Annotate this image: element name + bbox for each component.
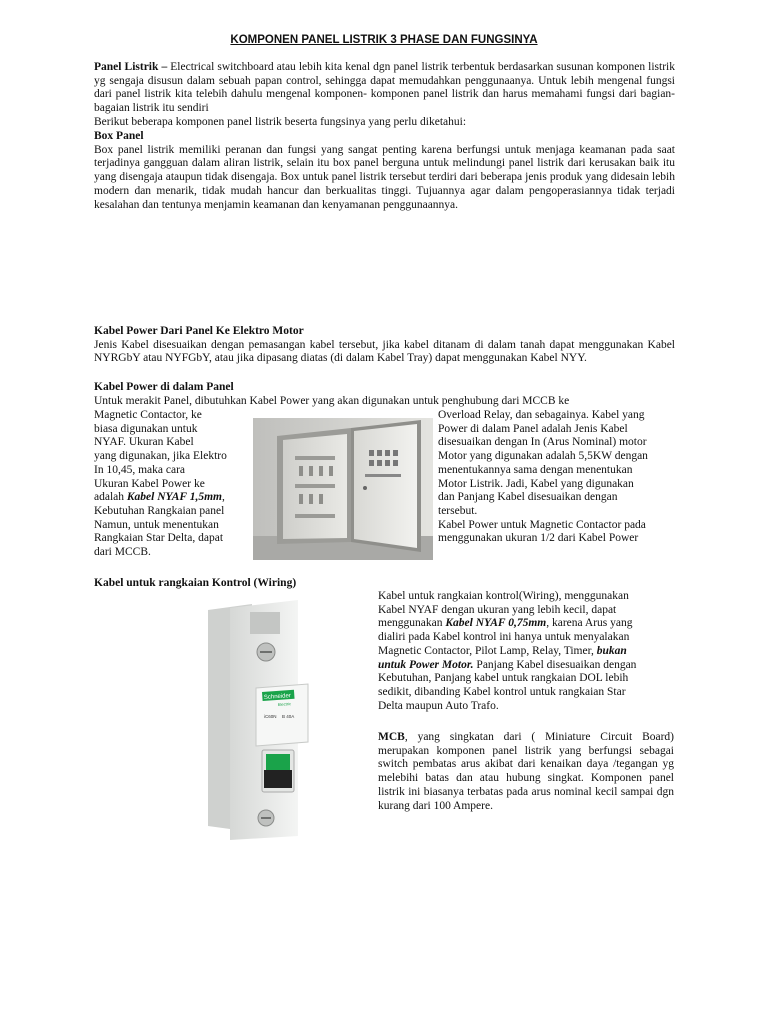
mcb-brand-text: Schneider — [263, 693, 292, 701]
box-panel-heading: Box Panel — [94, 130, 144, 142]
kabel-nyaf-075-emph: Kabel NYAF 0,75mm — [445, 617, 547, 630]
kontrol-line — [378, 645, 678, 659]
kabel-panel-left-column — [94, 409, 254, 560]
right-line: dan Panjang Kabel disesuaikan dengan — [438, 491, 618, 504]
kontrol-text: , karena Arus yang — [546, 617, 633, 630]
mcb-lead: MCB — [378, 731, 405, 743]
kontrol-line: sedikit, dibanding Kabel kontrol untuk rangkaian Star — [378, 685, 626, 698]
kabel-motor-section — [94, 325, 675, 366]
left-line: Kebutuhan Rangkaian panel — [94, 504, 225, 517]
left-line: yang digunakan, jika Elektro — [94, 450, 227, 463]
left-line: Ukuran Kabel Power ke — [94, 477, 205, 490]
left-line-emph — [94, 491, 254, 505]
right-line: Kabel Power untuk Magnetic Contactor pada — [438, 518, 646, 531]
left-line-prefix: adalah — [94, 491, 127, 504]
mcb-text: , yang singkatan dari ( Miniature Circuit Board) merupakan komponen panel listrik yang berfungsi sebagai switch pembatas arus akibat dari kenaikan daya /tegangan yg melebihi batas dan atau hubung singkat. Komponen panel listrik ini biasanya terbatas pada arus nominal kecil sampai dgn kurang dari 100 Ampere. — [378, 731, 674, 812]
right-line: menggunakan ukuran 1/2 dari Kabel Power — [438, 532, 639, 545]
right-line: Overload Relay, dan sebagainya. Kabel yang — [438, 409, 645, 421]
box-panel-text: Box panel listrik memiliki peranan dan fungsi yang sangat penting karena berfungsi untuk menjaga keamanan pada saat terjadinya gangguan dalam aliran listrik, selain itu box panel berguna untuk melindungi panel listrik dari kerusakan baik itu yang disengaja ataupun tidak disengaja. Box untuk panel listrik tersebut terdiri dari beberapa jenis produk yang didesain lebih modern dan menarik, tidak mudah hancur dan berkualitas tinggi. Tujuannya agar dalam pengoperasiannya tidak terjadi kesalahan dan tentunya menjamin keamanan dan kenyamanan penggunaannya. — [94, 143, 675, 211]
kontrol-line: Delta maupun Auto Trafo. — [378, 699, 499, 712]
mcb-rating-text: B 40A — [282, 714, 295, 719]
kabel-panel-right-column — [438, 409, 698, 546]
mcb-image — [190, 600, 330, 840]
left-line: In 10,45, maka cara — [94, 463, 186, 476]
kontrol-line: Kabel untuk rangkaian kontrol(Wiring), menggunakan — [378, 590, 629, 602]
kabel-panel-section — [94, 381, 694, 408]
intro-list-intro: Berikut beberapa komponen panel listrik beserta fungsinya yang perlu diketahui: — [94, 115, 467, 128]
kontrol-text: Magnetic Contactor, Pilot Lamp, Relay, Timer, — [378, 644, 597, 657]
kabel-panel-heading: Kabel Power di dalam Panel — [94, 381, 234, 393]
left-line: Namun, untuk menentukan — [94, 518, 219, 531]
left-line: biasa digunakan untuk — [94, 422, 198, 435]
right-line: Motor yang digunakan adalah 5,5KW dengan — [438, 450, 648, 463]
kabel-panel-first-line: Untuk merakit Panel, dibutuhkan Kabel Power yang akan digunakan untuk penghubung dari MCCB ke — [94, 394, 570, 407]
kabel-motor-text: Jenis Kabel disesuaikan dengan pemasangan kabel tersebut, jika kabel ditanam di dalam tanah dapat menggunakan Kabel NYRGbY atau NYFGbY, atau jika dipasang diatas (di dalam Kabel Tray) dapat menggunakan Kabel NYY. — [94, 338, 675, 365]
kontrol-line: dialiri pada Kabel kontrol ini hanya untuk menyalakan — [378, 631, 630, 644]
kontrol-line — [378, 659, 678, 673]
right-line: menentukannya sama dengan menentukan — [438, 463, 633, 476]
kontrol-line: Kabel NYAF dengan ukuran yang lebih kecil, dapat — [378, 603, 617, 616]
mcb-subbrand-text: Electric — [277, 701, 292, 707]
mcb-section — [378, 731, 674, 813]
right-line: Power di dalam Panel adalah Jenis Kabel — [438, 422, 628, 435]
kontrol-text: Panjang Kabel disesuaikan dengan — [473, 658, 637, 671]
intro-text: Electrical switchboard atau lebih kita kenal dgn panel listrik terbentuk berdasarkan susunan komponen listrik yg sengaja disusun dalam sebuah papan control, sehingga dapat memudahkan penggunaanya. Untuk lebih mengenal fungsi dari panel listrik kita telebih dahulu mengenal komponen- komponen panel listrik dan harus memahami fungsi dari bagian-bagaian listrik itu sendiri — [94, 61, 675, 115]
page-title: KOMPONEN PANEL LISTRIK 3 PHASE DAN FUNGSINYA — [230, 34, 538, 46]
right-line: Motor Listrik. Jadi, Kabel yang digunakan — [438, 477, 634, 490]
kabel-kontrol-text — [378, 590, 678, 713]
intro-section — [94, 61, 675, 130]
left-line: dari MCCB. — [94, 546, 151, 559]
kontrol-line: Kebutuhan, Panjang kabel untuk rangkaian DOL lebih — [378, 672, 629, 685]
right-line: tersebut. — [438, 504, 478, 517]
kontrol-line — [378, 617, 678, 631]
left-line: Rangkaian Star Delta, dapat — [94, 532, 224, 545]
left-line: Magnetic Contactor, ke — [94, 409, 202, 421]
kabel-kontrol-heading: Kabel untuk rangkaian Kontrol (Wiring) — [94, 577, 297, 589]
bukan-emph: bukan — [596, 644, 627, 657]
kontrol-text: menggunakan — [378, 617, 446, 630]
box-panel-section — [94, 130, 675, 212]
right-line: disesuaikan dengan In (Arus Nominal) motor — [438, 436, 647, 449]
panel-box-image — [253, 418, 433, 560]
kabel-motor-heading: Kabel Power Dari Panel Ke Elektro Motor — [94, 325, 304, 337]
intro-lead: Panel Listrik – — [94, 61, 168, 73]
power-motor-emph: untuk Power Motor. — [378, 658, 474, 671]
mcb-model-text: iC60N — [264, 714, 277, 719]
kabel-nyaf-15-emph: Kabel NYAF 1,5mm — [126, 491, 222, 504]
left-line: NYAF. Ukuran Kabel — [94, 436, 194, 449]
left-line-suffix: , — [222, 491, 225, 504]
